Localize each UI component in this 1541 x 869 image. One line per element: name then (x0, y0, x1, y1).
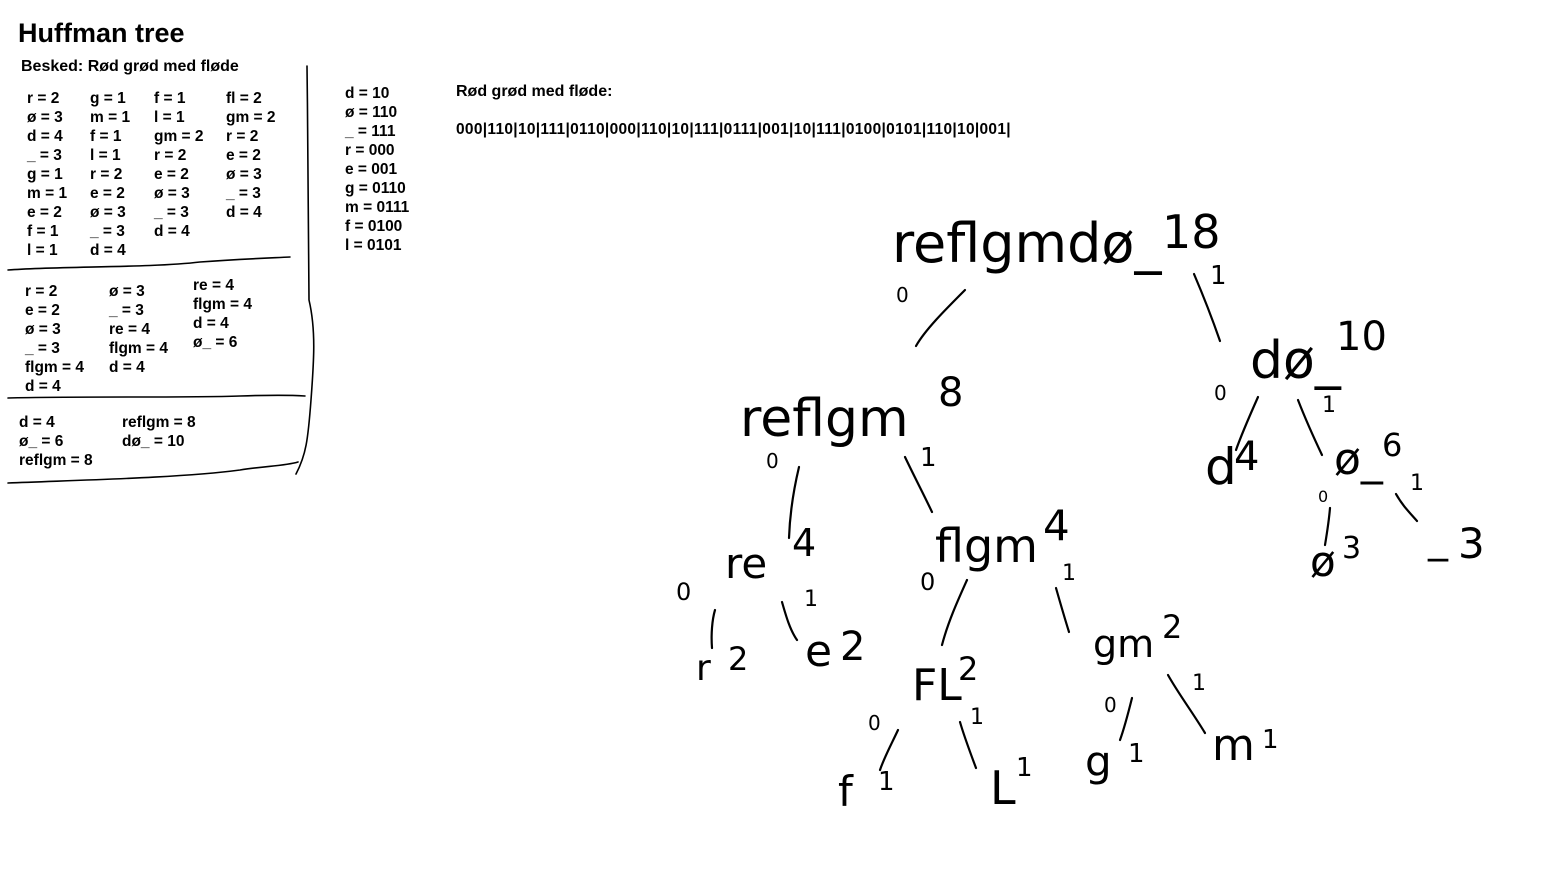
message-line: Besked: Rød grød med fløde (21, 58, 239, 75)
frequency-entry: d = 4 (27, 128, 63, 145)
tree-edge (1056, 588, 1069, 632)
code-entry: r = 000 (345, 142, 395, 159)
tree-edge (880, 730, 898, 770)
tree-node-reflgm: reflgm (740, 389, 909, 449)
tree-node-weight: 10 (1336, 314, 1387, 360)
tree-node-flgm: flgm (935, 519, 1038, 573)
tree-node-o_: ø_ (1334, 434, 1383, 485)
frequency-entry: re = 4 (109, 321, 150, 338)
frequency-entry: e = 2 (90, 185, 125, 202)
tree-node-weight: 6 (1382, 426, 1403, 464)
frequency-entry: reflgm = 8 (19, 452, 93, 469)
code-entry: _ = 111 (345, 123, 396, 140)
tree-node-re: re (725, 539, 768, 588)
frequency-entry: g = 1 (90, 90, 126, 107)
divider-line (8, 395, 305, 398)
tree-leaf-r: r (696, 648, 711, 689)
encoding-bits: 000|110|10|111|0110|000|110|10|111|0111|001|10|111|0100|0101|110|10|001| (456, 121, 1011, 138)
frequency-entry: d = 4 (25, 378, 61, 395)
tree-node-weight: 4 (792, 521, 817, 565)
tree-node-root: reflgmdø_ (892, 212, 1162, 275)
tree-leaf-o: ø (1310, 537, 1336, 586)
frequency-entry: d = 4 (193, 315, 229, 332)
branch-bit-0: 0 (1318, 487, 1329, 506)
frequency-entry: e = 2 (154, 166, 189, 183)
frequency-entry: dø_ = 10 (122, 433, 185, 450)
frequency-entry: m = 1 (27, 185, 68, 202)
branch-bit-0: 0 (868, 711, 881, 735)
tree-node-weight: 2 (728, 640, 749, 678)
tree-node-weight: 8 (938, 370, 964, 416)
tree-node-fl: FL (912, 660, 962, 711)
tree-leaf-e: e (805, 626, 833, 677)
tree-edge (1120, 698, 1132, 740)
tree-node-weight: 4 (1043, 501, 1070, 550)
tree-leaf-l: L (990, 761, 1016, 815)
tree-node-weight: 2 (840, 624, 866, 670)
frequency-entry: ø_ = 6 (19, 433, 64, 450)
frequency-entry: reflgm = 8 (122, 414, 196, 431)
tree-node-weight: 1 (1016, 753, 1033, 783)
frequency-entry: l = 1 (27, 242, 58, 259)
code-entry: m = 0111 (345, 199, 410, 216)
frequency-entry: fl = 2 (226, 90, 262, 107)
frequency-entry: flgm = 4 (109, 340, 169, 357)
branch-bit-0: 0 (676, 578, 692, 606)
frequency-entry: _ = 3 (90, 223, 125, 240)
tree-node-weight: 2 (1162, 608, 1183, 646)
frequency-entry: r = 2 (27, 90, 60, 107)
frequency-entry: flgm = 4 (25, 359, 85, 376)
divider-line (8, 462, 298, 483)
tree-edge (1396, 494, 1417, 521)
frequency-entry: ø = 3 (154, 185, 190, 202)
frequency-entry: _ = 3 (25, 340, 60, 357)
branch-bit-1: 1 (1210, 261, 1227, 291)
frequency-entry: ø = 3 (226, 166, 262, 183)
branch-bit-1: 1 (804, 587, 818, 612)
branch-bit-0: 0 (1104, 693, 1117, 717)
tree-edge (1298, 400, 1322, 455)
frequency-entry: _ = 3 (154, 204, 189, 221)
tree-node-weight: 4 (1234, 434, 1260, 480)
frequency-entry: l = 1 (154, 109, 185, 126)
code-entry: f = 0100 (345, 218, 403, 235)
branch-bit-1: 1 (1062, 561, 1076, 586)
frequency-entry: re = 4 (193, 277, 234, 294)
tree-node-do_: dø_ (1250, 331, 1341, 391)
tree-node-weight: 3 (1342, 531, 1362, 566)
frequency-entry: _ = 3 (109, 302, 144, 319)
tree-node-weight: 1 (1262, 725, 1279, 755)
tree-node-weight: 2 (958, 650, 979, 688)
tree-node-weight: 18 (1162, 205, 1221, 259)
branch-bit-1: 1 (1322, 393, 1336, 418)
frequency-entry: r = 2 (226, 128, 259, 145)
frequency-entry: d = 4 (90, 242, 126, 259)
code-entry: g = 0110 (345, 180, 406, 197)
encoding-label: Rød grød med fløde: (456, 83, 613, 100)
frequency-entry: d = 4 (19, 414, 55, 431)
divider-line (8, 257, 290, 270)
frequency-entry: ø_ = 6 (193, 334, 238, 351)
branch-bit-0: 0 (1214, 381, 1227, 405)
tree-leaf-m: m (1212, 720, 1255, 771)
frequency-entry: e = 2 (25, 302, 60, 319)
frequency-entry: r = 2 (25, 283, 58, 300)
tree-edge (916, 290, 965, 346)
frequency-entry: d = 4 (226, 204, 262, 221)
page-title: Huffman tree (18, 18, 185, 48)
branch-bit-0: 0 (766, 449, 779, 473)
tree-edge (782, 602, 797, 640)
tree-node-d: d (1205, 438, 1237, 496)
branch-bit-0: 0 (896, 283, 909, 307)
frequency-entry: f = 1 (154, 90, 186, 107)
branch-bit-0: 0 (920, 568, 936, 596)
frequency-entry: _ = 3 (226, 185, 261, 202)
branch-bit-1: 1 (920, 443, 937, 473)
frequency-entry: d = 4 (154, 223, 190, 240)
frequency-entry: gm = 2 (226, 109, 276, 126)
frequency-entry: f = 1 (90, 128, 122, 145)
code-entry: e = 001 (345, 161, 398, 178)
code-entry: l = 0101 (345, 237, 402, 254)
frequency-entry: ø = 3 (27, 109, 63, 126)
frequency-entry: g = 1 (27, 166, 63, 183)
tree-leaf-g: g (1085, 737, 1112, 786)
frequency-entry: gm = 2 (154, 128, 204, 145)
frequency-entry: e = 2 (226, 147, 261, 164)
vertical-divider-line (296, 66, 314, 474)
frequency-entry: l = 1 (90, 147, 121, 164)
frequency-entry: e = 2 (27, 204, 62, 221)
frequency-entry: ø = 3 (90, 204, 126, 221)
branch-bit-1: 1 (1192, 671, 1206, 696)
frequency-entry: ø = 3 (109, 283, 145, 300)
tree-node-weight: 1 (1128, 739, 1145, 769)
frequency-entry: r = 2 (154, 147, 187, 164)
frequency-entry: f = 1 (27, 223, 59, 240)
tree-leaf-underscore: _ (1428, 516, 1448, 562)
frequency-entry: d = 4 (109, 359, 145, 376)
tree-node-gm: gm (1093, 622, 1155, 666)
frequency-entry: flgm = 4 (193, 296, 253, 313)
frequency-entry: ø = 3 (25, 321, 61, 338)
code-entry: ø = 110 (345, 104, 398, 121)
tree-leaf-f: f (838, 767, 853, 816)
code-entry: d = 10 (345, 85, 390, 102)
tree-node-weight: 3 (1458, 519, 1485, 568)
tree-edge (712, 610, 715, 648)
frequency-entry: _ = 3 (27, 147, 62, 164)
tree-node-weight: 1 (878, 767, 895, 797)
branch-bit-1: 1 (970, 705, 984, 730)
tree-edge (942, 580, 967, 645)
frequency-entry: m = 1 (90, 109, 131, 126)
frequency-entry: r = 2 (90, 166, 123, 183)
branch-bit-1: 1 (1410, 471, 1424, 496)
